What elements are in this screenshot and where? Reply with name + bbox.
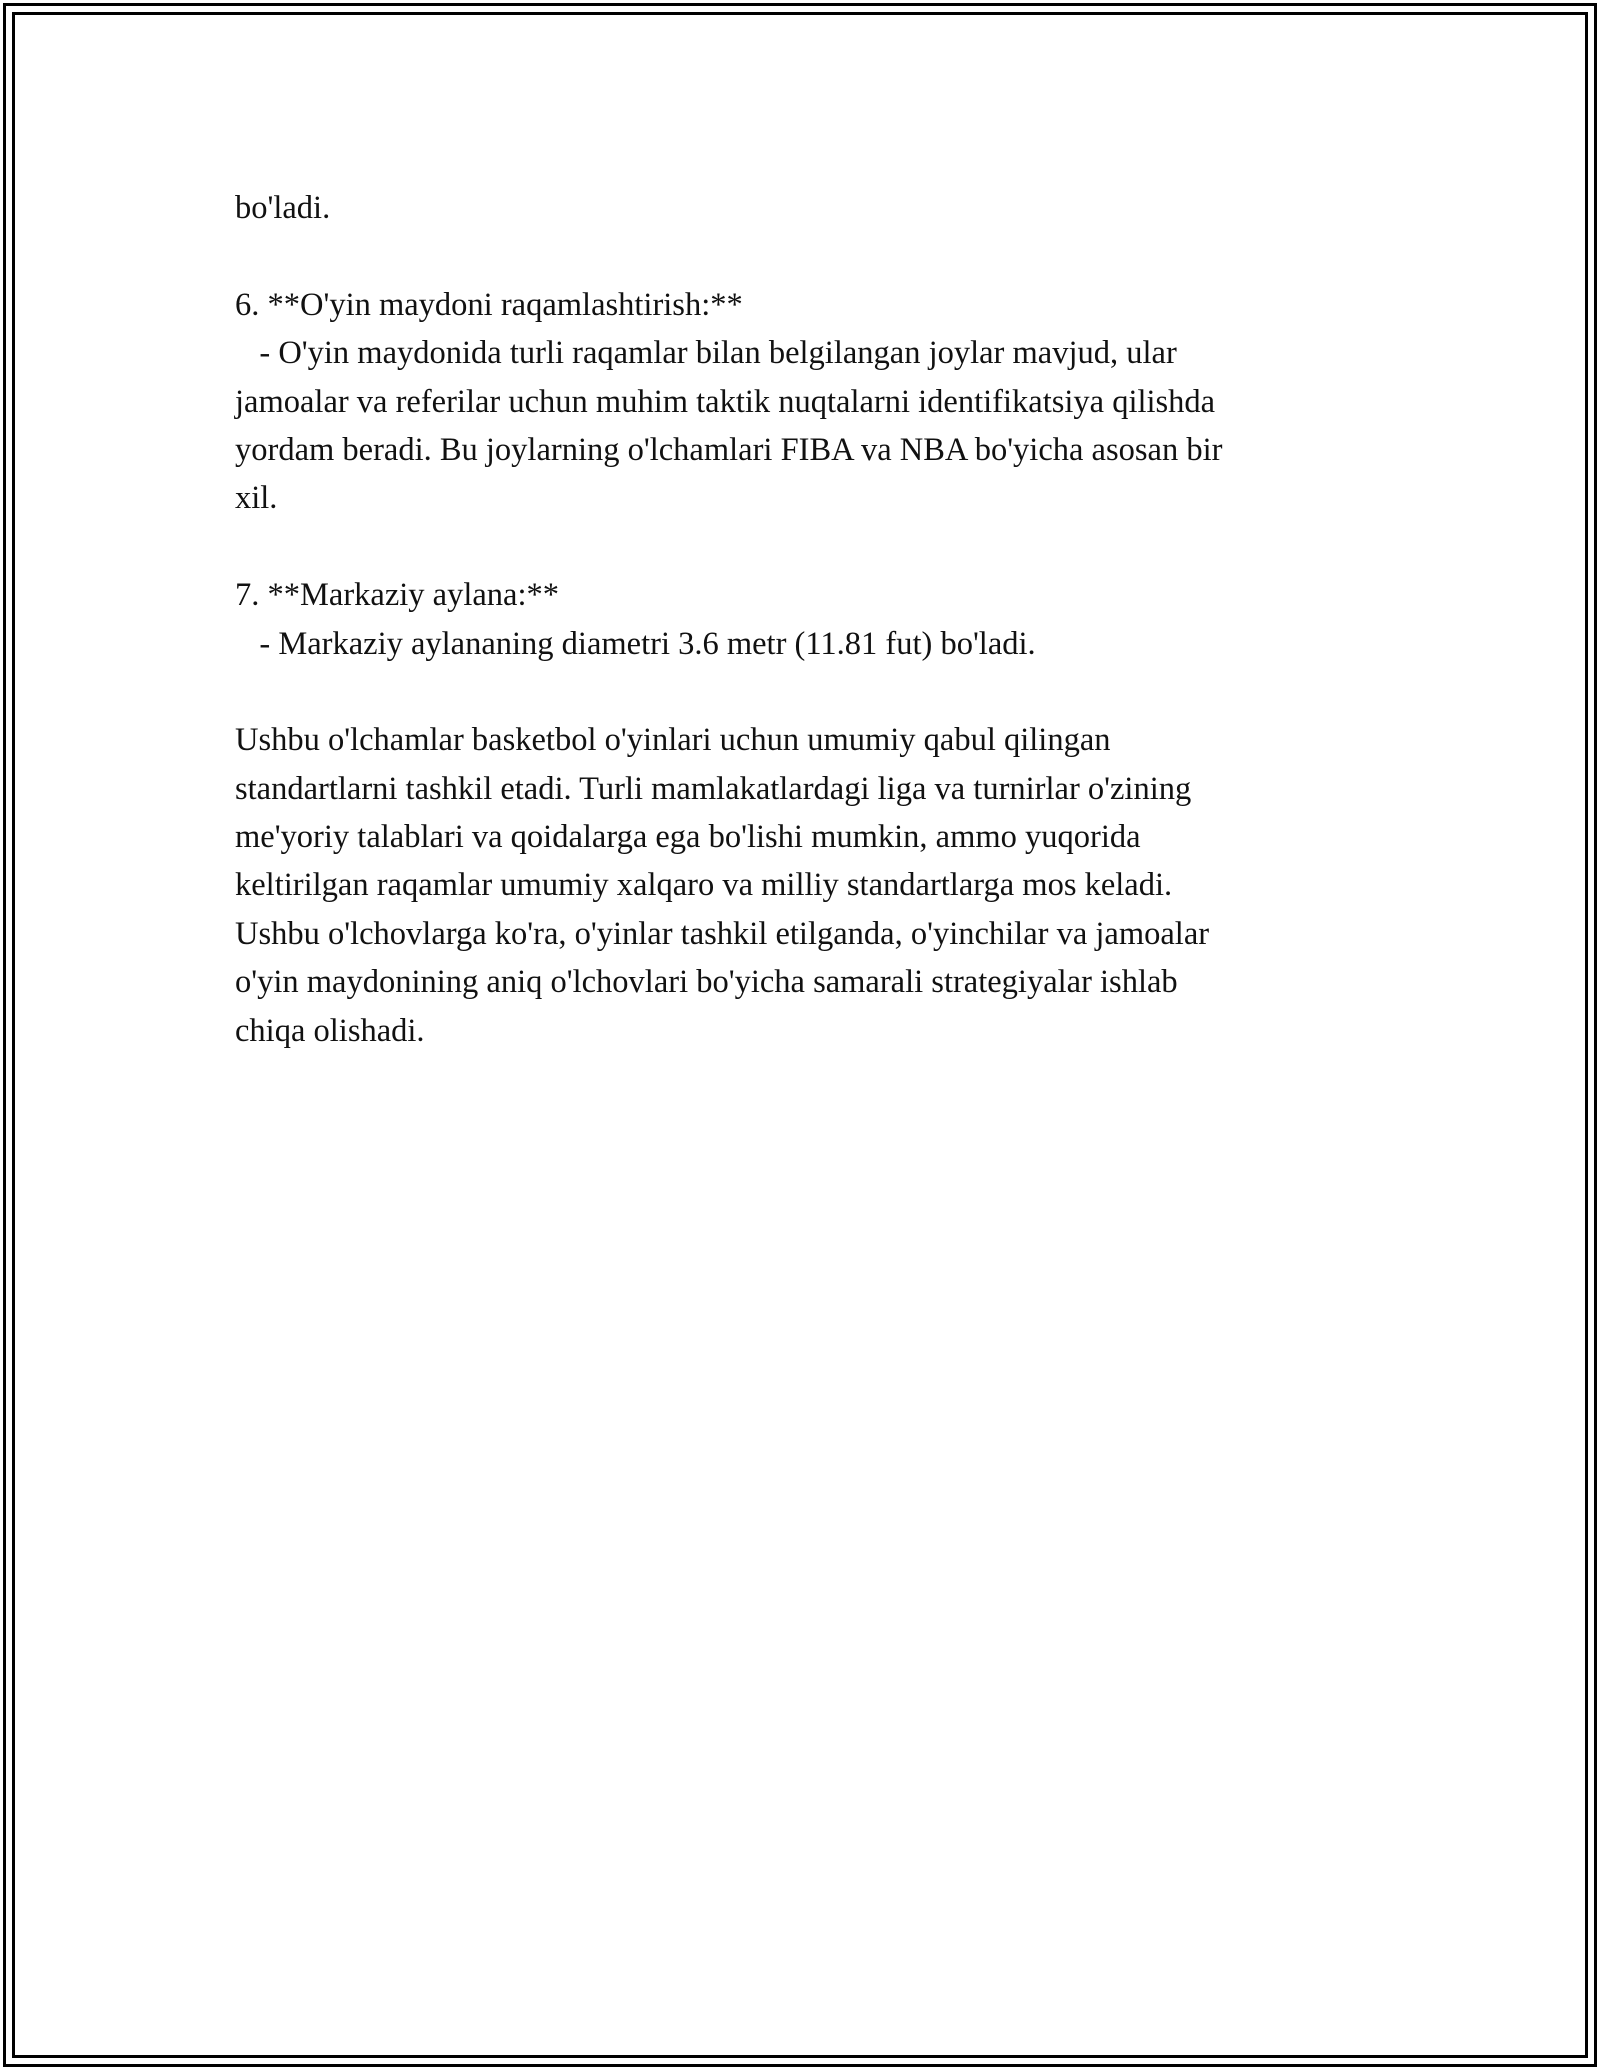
section-6-line-4: xil.: [235, 480, 278, 517]
section-7-heading: 7. **Markaziy aylana:**: [235, 577, 559, 614]
conclusion-line-7: chiqa olishadi.: [235, 1012, 425, 1049]
conclusion-line-5: Ushbu o'lchovlarga ko'ra, o'yinlar tashkil etilganda, o'yinchilar va jamoalar: [235, 915, 1210, 952]
conclusion-line-4: keltirilgan raqamlar umumiy xalqaro va milliy standartlarga mos keladi.: [235, 867, 1173, 904]
spacer: [235, 523, 1365, 571]
spacer: [235, 668, 1365, 716]
section-6-line-1: - O'yin maydonida turli raqamlar bilan belgilangan joylar mavjud, ular: [235, 335, 1177, 372]
section-6-line-3: yordam beradi. Bu joylarning o'lchamlari FIBA va NBA bo'yicha asosan bir: [235, 431, 1223, 468]
conclusion-line-6: o'yin maydonining aniq o'lchovlari bo'yicha samarali strategiyalar ishlab: [235, 964, 1178, 1001]
conclusion-line-2: standartlarni tashkil etadi. Turli mamlakatlardagi liga va turnirlar o'zining: [235, 770, 1192, 807]
section-6-heading: 6. **O'yin maydoni raqamlashtirish:**: [235, 286, 743, 323]
section-6-line-2: jamoalar va referilar uchun muhim taktik nuqtalarni identifikatsiya qilishda: [235, 383, 1216, 420]
continuation-text: bo'ladi.: [235, 190, 331, 226]
document-body: [235, 184, 1365, 1055]
section-7-line-1: - Markaziy aylananing diametri 3.6 metr (11.81 fut) bo'ladi.: [235, 625, 1036, 662]
spacer: [235, 232, 1365, 280]
conclusion-line-1: Ushbu o'lchamlar basketbol o'yinlari uchun umumiy qabul qilingan: [235, 722, 1111, 759]
conclusion-line-3: me'yoriy talablari va qoidalarga ega bo'lishi mumkin, ammo yuqorida: [235, 819, 1141, 856]
